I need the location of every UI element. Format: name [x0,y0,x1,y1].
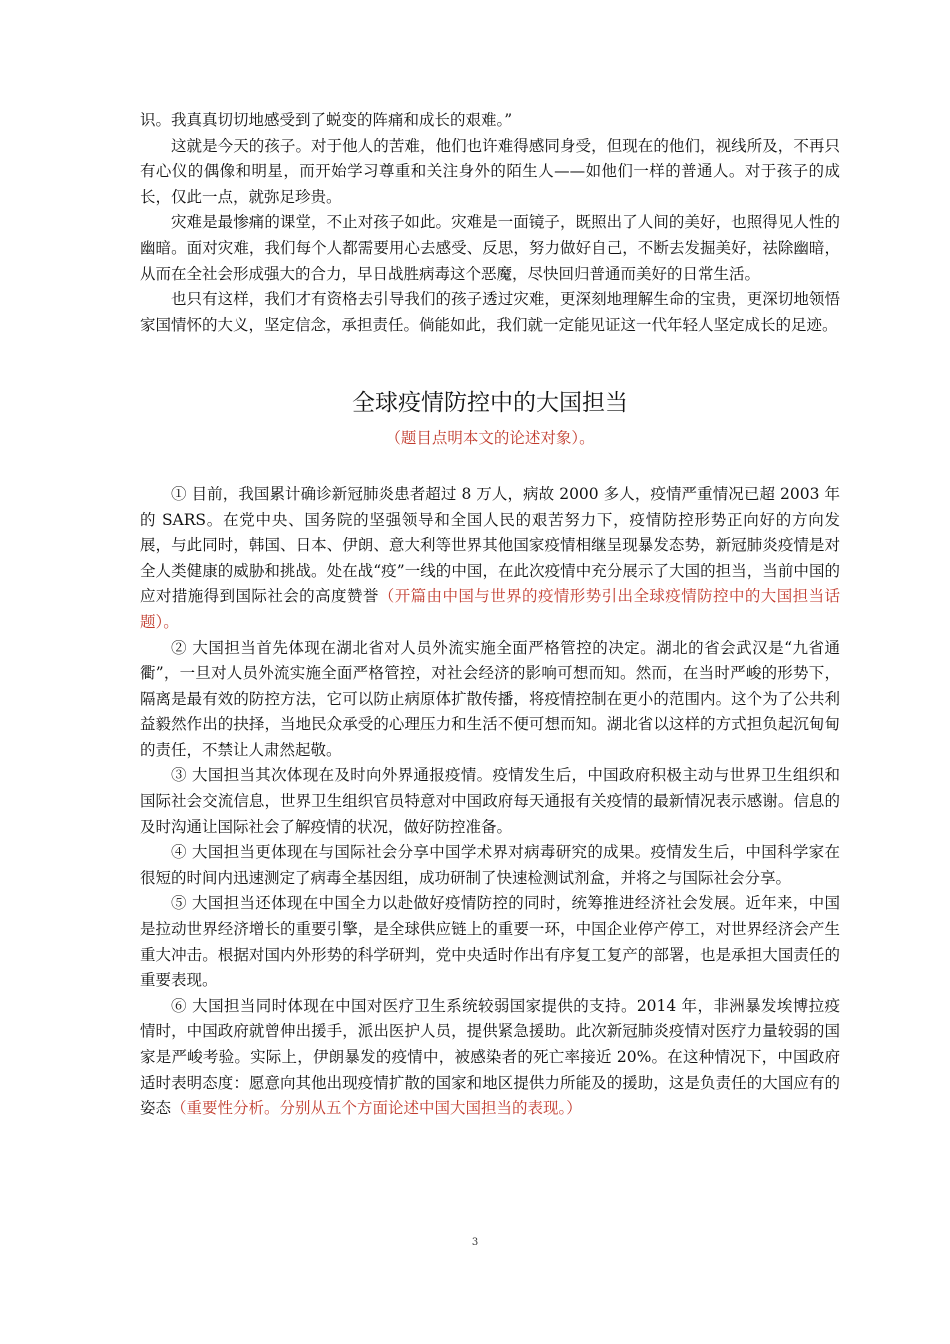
paragraph-continuation: 识。我真真切切地感受到了蜕变的阵痛和成长的艰难。” [140,111,513,129]
paragraph-conclusion: 也只有这样，我们才有资格去引导我们的孩子透过灾难，更深刻地理解生命的宝贵，更深切地领悟家国情怀的大义，坚定信念，承担责任。倘能如此，我们就一定能见证这一代年轻人坚定成长的足迹。 [140,290,840,334]
article-paragraph-2: ② 大国担当首先体现在湖北省对人员外流实施全面严格管控的决定。湖北的省会武汉是“九省通衢”，一旦对人员外流实施全面严格管控，对社会经济的影响可想而知。然而，在当时严峻的形势下，隔离是最有效的防控方法，它可以防止病原体扩散传播，将疫情控制在更小的范围内。这个为了公共利益毅然作出的抉择，当地民众承受的心理压力和生活不便可想而知。湖北省以这样的方式担负起沉甸甸的责任，不禁让人肃然起敬。 [140,638,840,759]
paragraph-disaster: 灾难是最惨痛的课堂，不止对孩子如此。灾难是一面镜子，既照出了人间的美好，也照得见人性的幽暗。面对灾难，我们每个人都需要用心去感受、反思，努力做好自己，不断去发掘美好，祛除幽暗，从而在全社会形成强大的合力，早日战胜病毒这个恶魔，尽快回归普通而美好的日常生活。 [140,213,840,283]
paragraph-children: 这就是今天的孩子。对于他人的苦难，他们也许难得感同身受，但现在的他们，视线所及，不再只有心仪的偶像和明星，而开始学习尊重和关注身外的陌生人——如他们一样的普通人。对于孩子的成长，仅此一点，就弥足珍贵。 [140,136,840,206]
article-paragraph-4: ④ 大国担当更体现在与国际社会分享中国学术界对病毒研究的成果。疫情发生后，中国科学家在很短的时间内迅速测定了病毒全基因组，成功研制了快速检测试剂盒，并将之与国际社会分享。 [140,843,840,887]
paragraph-6-note: （重要性分析。分别从五个方面论述中国大国担当的表现。） [171,1099,582,1118]
article-paragraph-6 [140,994,840,1122]
paragraph-1-note: （开篇由中国与世界的疫情形势引出全球疫情防控中的大国担当话题）。 [140,587,840,631]
article-title: 全球疫情防控中的大国担当 [352,390,628,417]
article-paragraph-3: ③ 大国担当其次体现在及时向外界通报疫情。疫情发生后，中国政府积极主动与世界卫生组织和国际社会交流信息，世界卫生组织官员特意对中国政府每天通报有关疫情的最新情况表示感谢。信息的及时沟通让国际社会了解疫情的状况，做好防控准备。 [140,766,840,836]
page-content [140,108,840,1122]
article-paragraph-1 [140,482,840,636]
paragraph-6-text: ⑥ 大国担当同时体现在中国对医疗卫生系统较弱国家提供的支持。2014 年，非洲暴发埃博拉疫情时，中国政府就曾伸出援手，派出医护人员，提供紧急援助。此次新冠肺炎疫情对医疗力量较弱的国家是严峻考验。实际上，伊朗暴发的疫情中，被感染者的死亡率接近 20%。在这种情况下，中国政府适时表明态度：愿意向其他出现疫情扩散的国家和地区提供力所能及的援助，这是负责任的大国应有的姿态 [140,996,840,1118]
page-number: 3 [471,1237,479,1248]
article-paragraph-5: ⑤ 大国担当还体现在中国全力以赴做好疫情防控的同时，统筹推进经济社会发展。近年来，中国是拉动世界经济增长的重要引擎，是全球供应链上的重要一环，中国企业停产停工，对世界经济会产生重大冲击。根据对国内外形势的科学研判，党中央适时作出有序复工复产的部署，也是承担大国责任的重要表现。 [140,894,840,990]
paragraph-1-text: ① 目前，我国累计确诊新冠肺炎患者超过 8 万人，病故 2000 多人，疫情严重情况已超 2003 年的 SARS。在党中央、国务院的坚强领导和全国人民的艰苦努力下，疫情防控形势正向好的方向发展，与此同时，韩国、日本、伊朗、意大利等世界其他国家疫情相继呈现暴发态势，新冠肺炎疫情是对全人类健康的威胁和挑战。处在战“疫”一线的中国，在此次疫情中充分展示了大国的担当，当前中国的应对措施得到国际社会的高度赞誉 [140,484,840,606]
article-subtitle-note: （题目点明本文的论述对象）。 [385,429,595,448]
